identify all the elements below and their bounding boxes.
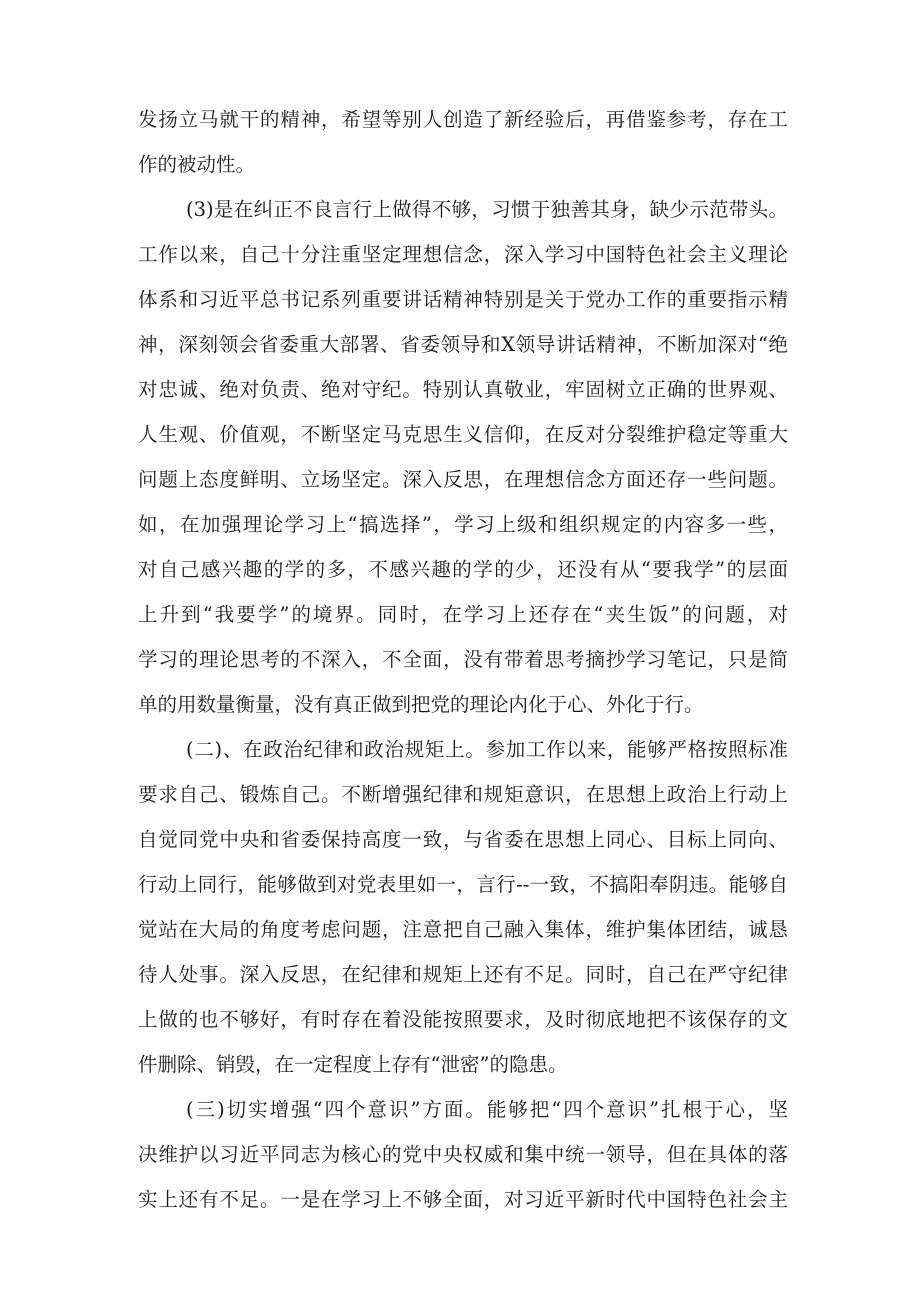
text-line: 要求自己、锻炼自己。不断增强纪律和规矩意识，在思想上政治上行动上 bbox=[138, 783, 788, 806]
text-line: 神，深刻领会省委重大部署、省委领导和X领导讲话精神，不断加深对“绝 bbox=[138, 333, 788, 356]
text-line: 行动上同行，能够做到对党表里如一，言行--一致，不搞阳奉阴违。能够自 bbox=[138, 873, 788, 896]
text-line: 上做的也不够好，有时存在着没能按照要求，及时彻底地把不该保存的文 bbox=[138, 1008, 788, 1031]
text-line: 上升到“我要学”的境界。同时，在学习上还存在“夹生饭”的问题，对 bbox=[138, 603, 788, 626]
text-line: 单的用数量衡量，没有真正做到把党的理论内化于心、外化于行。 bbox=[138, 693, 704, 716]
text-line: 自觉同党中央和省委保持高度一致，与省委在思想上同心、目标上同向、 bbox=[138, 828, 788, 851]
text-line: 决维护以习近平同志为核心的党中央权威和集中统一领导，但在具体的落 bbox=[138, 1143, 788, 1166]
text-line: (二)、在政治纪律和政治规矩上。参加工作以来，能够严格按照标准 bbox=[186, 738, 788, 761]
text-line: 待人处事。深入反思，在纪律和规矩上还有不足。同时，自己在严守纪律 bbox=[138, 963, 788, 986]
text-line: (三)切实增强“四个意识”方面。能够把“四个意识”扎根于心，坚 bbox=[186, 1098, 788, 1121]
text-line: 如，在加强理论学习上“搞选择”，学习上级和组织规定的内容多一些， bbox=[138, 513, 788, 536]
text-line: 实上还有不足。一是在学习上不够全面，对习近平新时代中国特色社会主 bbox=[138, 1188, 788, 1211]
text-line: 作的被动性。 bbox=[138, 153, 256, 176]
text-line: 工作以来，自己十分注重坚定理想信念，深入学习中国特色社会主义理论 bbox=[138, 243, 788, 266]
text-line: 觉站在大局的角度考虑问题，注意把自己融入集体，维护集体团结，诚恳 bbox=[138, 918, 788, 941]
text-line: 对自己感兴趣的学的多，不感兴趣的学的少，还没有从“要我学”的层面 bbox=[138, 558, 788, 581]
text-line: (3)是在纠正不良言行上做得不够，习惯于独善其身，缺少示范带头。 bbox=[186, 198, 788, 221]
text-line: 人生观、价值观，不断坚定马克思生义信仰，在反对分裂维护稳定等重大 bbox=[138, 423, 788, 446]
text-line: 发扬立马就干的精神，希望等别人创造了新经验后，再借鉴参考，存在工 bbox=[138, 108, 788, 131]
text-line: 体系和习近平总书记系列重要讲话精神特别是关于党办工作的重要指示精 bbox=[138, 288, 788, 311]
text-line: 件删除、销毁，在一定程度上存有“泄密”的隐患。 bbox=[138, 1053, 568, 1076]
text-line: 对忠诚、绝对负责、绝对守纪。特别认真敬业，牢固树立正确的世界观、 bbox=[138, 378, 788, 401]
text-line: 学习的理论思考的不深入，不全面，没有带着思考摘抄学习笔记，只是简 bbox=[138, 648, 788, 671]
text-line: 问题上态度鲜明、立场坚定。深入反思，在理想信念方面还存一些问题。 bbox=[138, 468, 788, 491]
